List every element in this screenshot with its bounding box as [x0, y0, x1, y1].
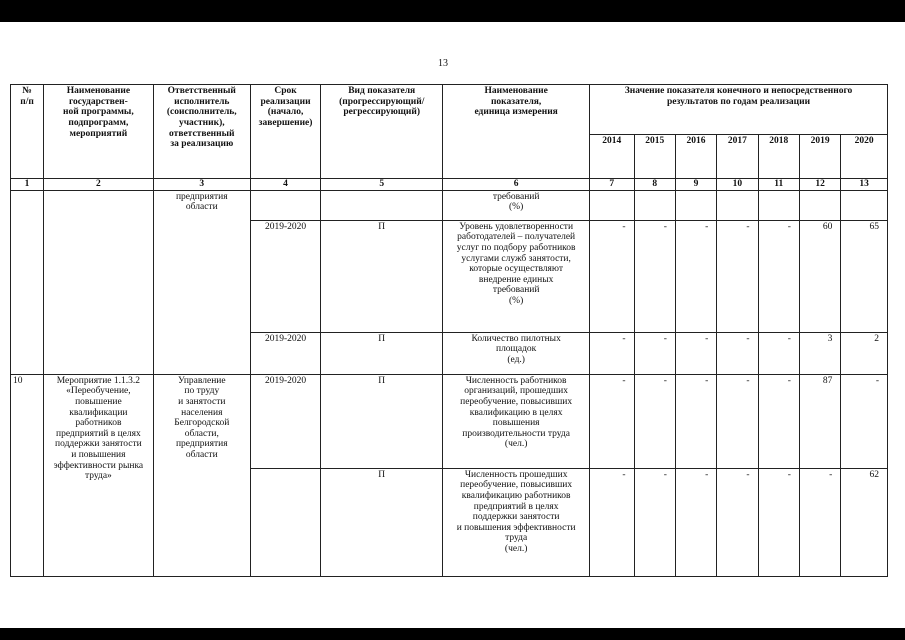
- column-number: 6: [443, 179, 590, 191]
- cell-value: -: [634, 374, 675, 468]
- cell-value: 60: [799, 220, 840, 332]
- cell-value: -: [758, 220, 799, 332]
- column-number: 10: [717, 179, 758, 191]
- cell-value: -: [799, 468, 840, 576]
- cell-value: -: [841, 374, 888, 468]
- cell-indicator-kind: П: [321, 468, 443, 576]
- cell-indicator-kind: [321, 190, 443, 220]
- cell-indicator-name: Количество пилотных площадок (ед.): [443, 332, 590, 374]
- cell-value: [675, 190, 716, 220]
- cell-value: -: [758, 468, 799, 576]
- cell-value: -: [675, 220, 716, 332]
- cell-value: 2: [841, 332, 888, 374]
- cell-indicator-name: Уровень удовлетворенности работодателей – получателей услуг по подбору работников услугами служб занятости, которые осуществляют внедрение единых требований (%): [443, 220, 590, 332]
- column-number: 11: [758, 179, 799, 191]
- cell-value: 62: [841, 468, 888, 576]
- cell-value: [841, 190, 888, 220]
- cell-value: -: [634, 220, 675, 332]
- page-number: 13: [438, 58, 448, 69]
- cell-value: -: [634, 468, 675, 576]
- cell-value: [717, 190, 758, 220]
- cell-term: [250, 190, 320, 220]
- cell-value: -: [717, 468, 758, 576]
- cell-value: -: [590, 468, 634, 576]
- cell-indicator-name: требований (%): [443, 190, 590, 220]
- column-number: 8: [634, 179, 675, 191]
- cell-executor: Управление по труду и занятости населения Белгородской области, предприятия области: [153, 374, 250, 576]
- header-year: 2019: [799, 135, 840, 179]
- cell-value: -: [675, 374, 716, 468]
- cell-indicator-kind: П: [321, 332, 443, 374]
- cell-value: 65: [841, 220, 888, 332]
- cell-value: 3: [799, 332, 840, 374]
- cell-number: [11, 190, 44, 374]
- header-year: 2018: [758, 135, 799, 179]
- table-row: [11, 374, 888, 468]
- cell-indicator-name: Численность прошедших переобучение, повысивших квалификацию работников предприятий в целях поддержки занятости и повышения эффективности труда (чел.): [443, 468, 590, 576]
- cell-value: [590, 190, 634, 220]
- cell-program-name: [44, 190, 154, 374]
- header-year: 2015: [634, 135, 675, 179]
- cell-value: -: [717, 332, 758, 374]
- header-indicator-name: Наименование показателя, единица измерения: [443, 85, 590, 179]
- column-number: 3: [153, 179, 250, 191]
- cell-term: 2019-2020: [250, 220, 320, 332]
- indicators-table: [10, 84, 888, 577]
- cell-value: [634, 190, 675, 220]
- cell-term: [250, 468, 320, 576]
- header-indicator-kind: Вид показателя (прогрессирующий/ регрессирующий): [321, 85, 443, 179]
- cell-value: -: [590, 220, 634, 332]
- cell-value: 87: [799, 374, 840, 468]
- table-row: [11, 190, 888, 220]
- header-executor: Ответственный исполнитель (соисполнитель, участник), ответственный за реализацию: [153, 85, 250, 179]
- cell-term: 2019-2020: [250, 374, 320, 468]
- cell-value: -: [590, 332, 634, 374]
- cell-executor: предприятия области: [153, 190, 250, 374]
- scan-bottom-border: [0, 628, 905, 640]
- cell-value: -: [675, 468, 716, 576]
- column-number: 4: [250, 179, 320, 191]
- column-number-row: [11, 179, 888, 191]
- cell-indicator-name: Численность работников организаций, прошедших переобучение, повысивших квалификацию в целях повышения производительности труда (чел.): [443, 374, 590, 468]
- header-year: 2014: [590, 135, 634, 179]
- cell-value: -: [717, 220, 758, 332]
- header-values-group: Значение показателя конечного и непосредственного результатов по годам реализации: [590, 85, 888, 135]
- header-program-name: Наименование государствен- ной программы, подпрограмм, мероприятий: [44, 85, 154, 179]
- column-number: 1: [11, 179, 44, 191]
- header-term: Срок реализации (начало, завершение): [250, 85, 320, 179]
- cell-number: 10: [11, 374, 44, 576]
- scan-top-border: [0, 0, 905, 22]
- header-year: 2020: [841, 135, 888, 179]
- cell-indicator-kind: П: [321, 374, 443, 468]
- cell-program-name: Мероприятие 1.1.3.2 «Переобучение, повышение квалификации работников предприятий в целях поддержки занятости и повышения эффективности рынка труда»: [44, 374, 154, 576]
- column-number: 13: [841, 179, 888, 191]
- cell-value: -: [634, 332, 675, 374]
- cell-value: -: [758, 374, 799, 468]
- cell-value: -: [675, 332, 716, 374]
- cell-value: -: [758, 332, 799, 374]
- cell-term: 2019-2020: [250, 332, 320, 374]
- cell-value: -: [590, 374, 634, 468]
- cell-indicator-kind: П: [321, 220, 443, 332]
- column-number: 2: [44, 179, 154, 191]
- column-number: 7: [590, 179, 634, 191]
- header-number: № п/п: [11, 85, 44, 179]
- cell-value: [799, 190, 840, 220]
- column-number: 9: [675, 179, 716, 191]
- header-year: 2016: [675, 135, 716, 179]
- header-year: 2017: [717, 135, 758, 179]
- column-number: 12: [799, 179, 840, 191]
- cell-value: [758, 190, 799, 220]
- cell-value: -: [717, 374, 758, 468]
- column-number: 5: [321, 179, 443, 191]
